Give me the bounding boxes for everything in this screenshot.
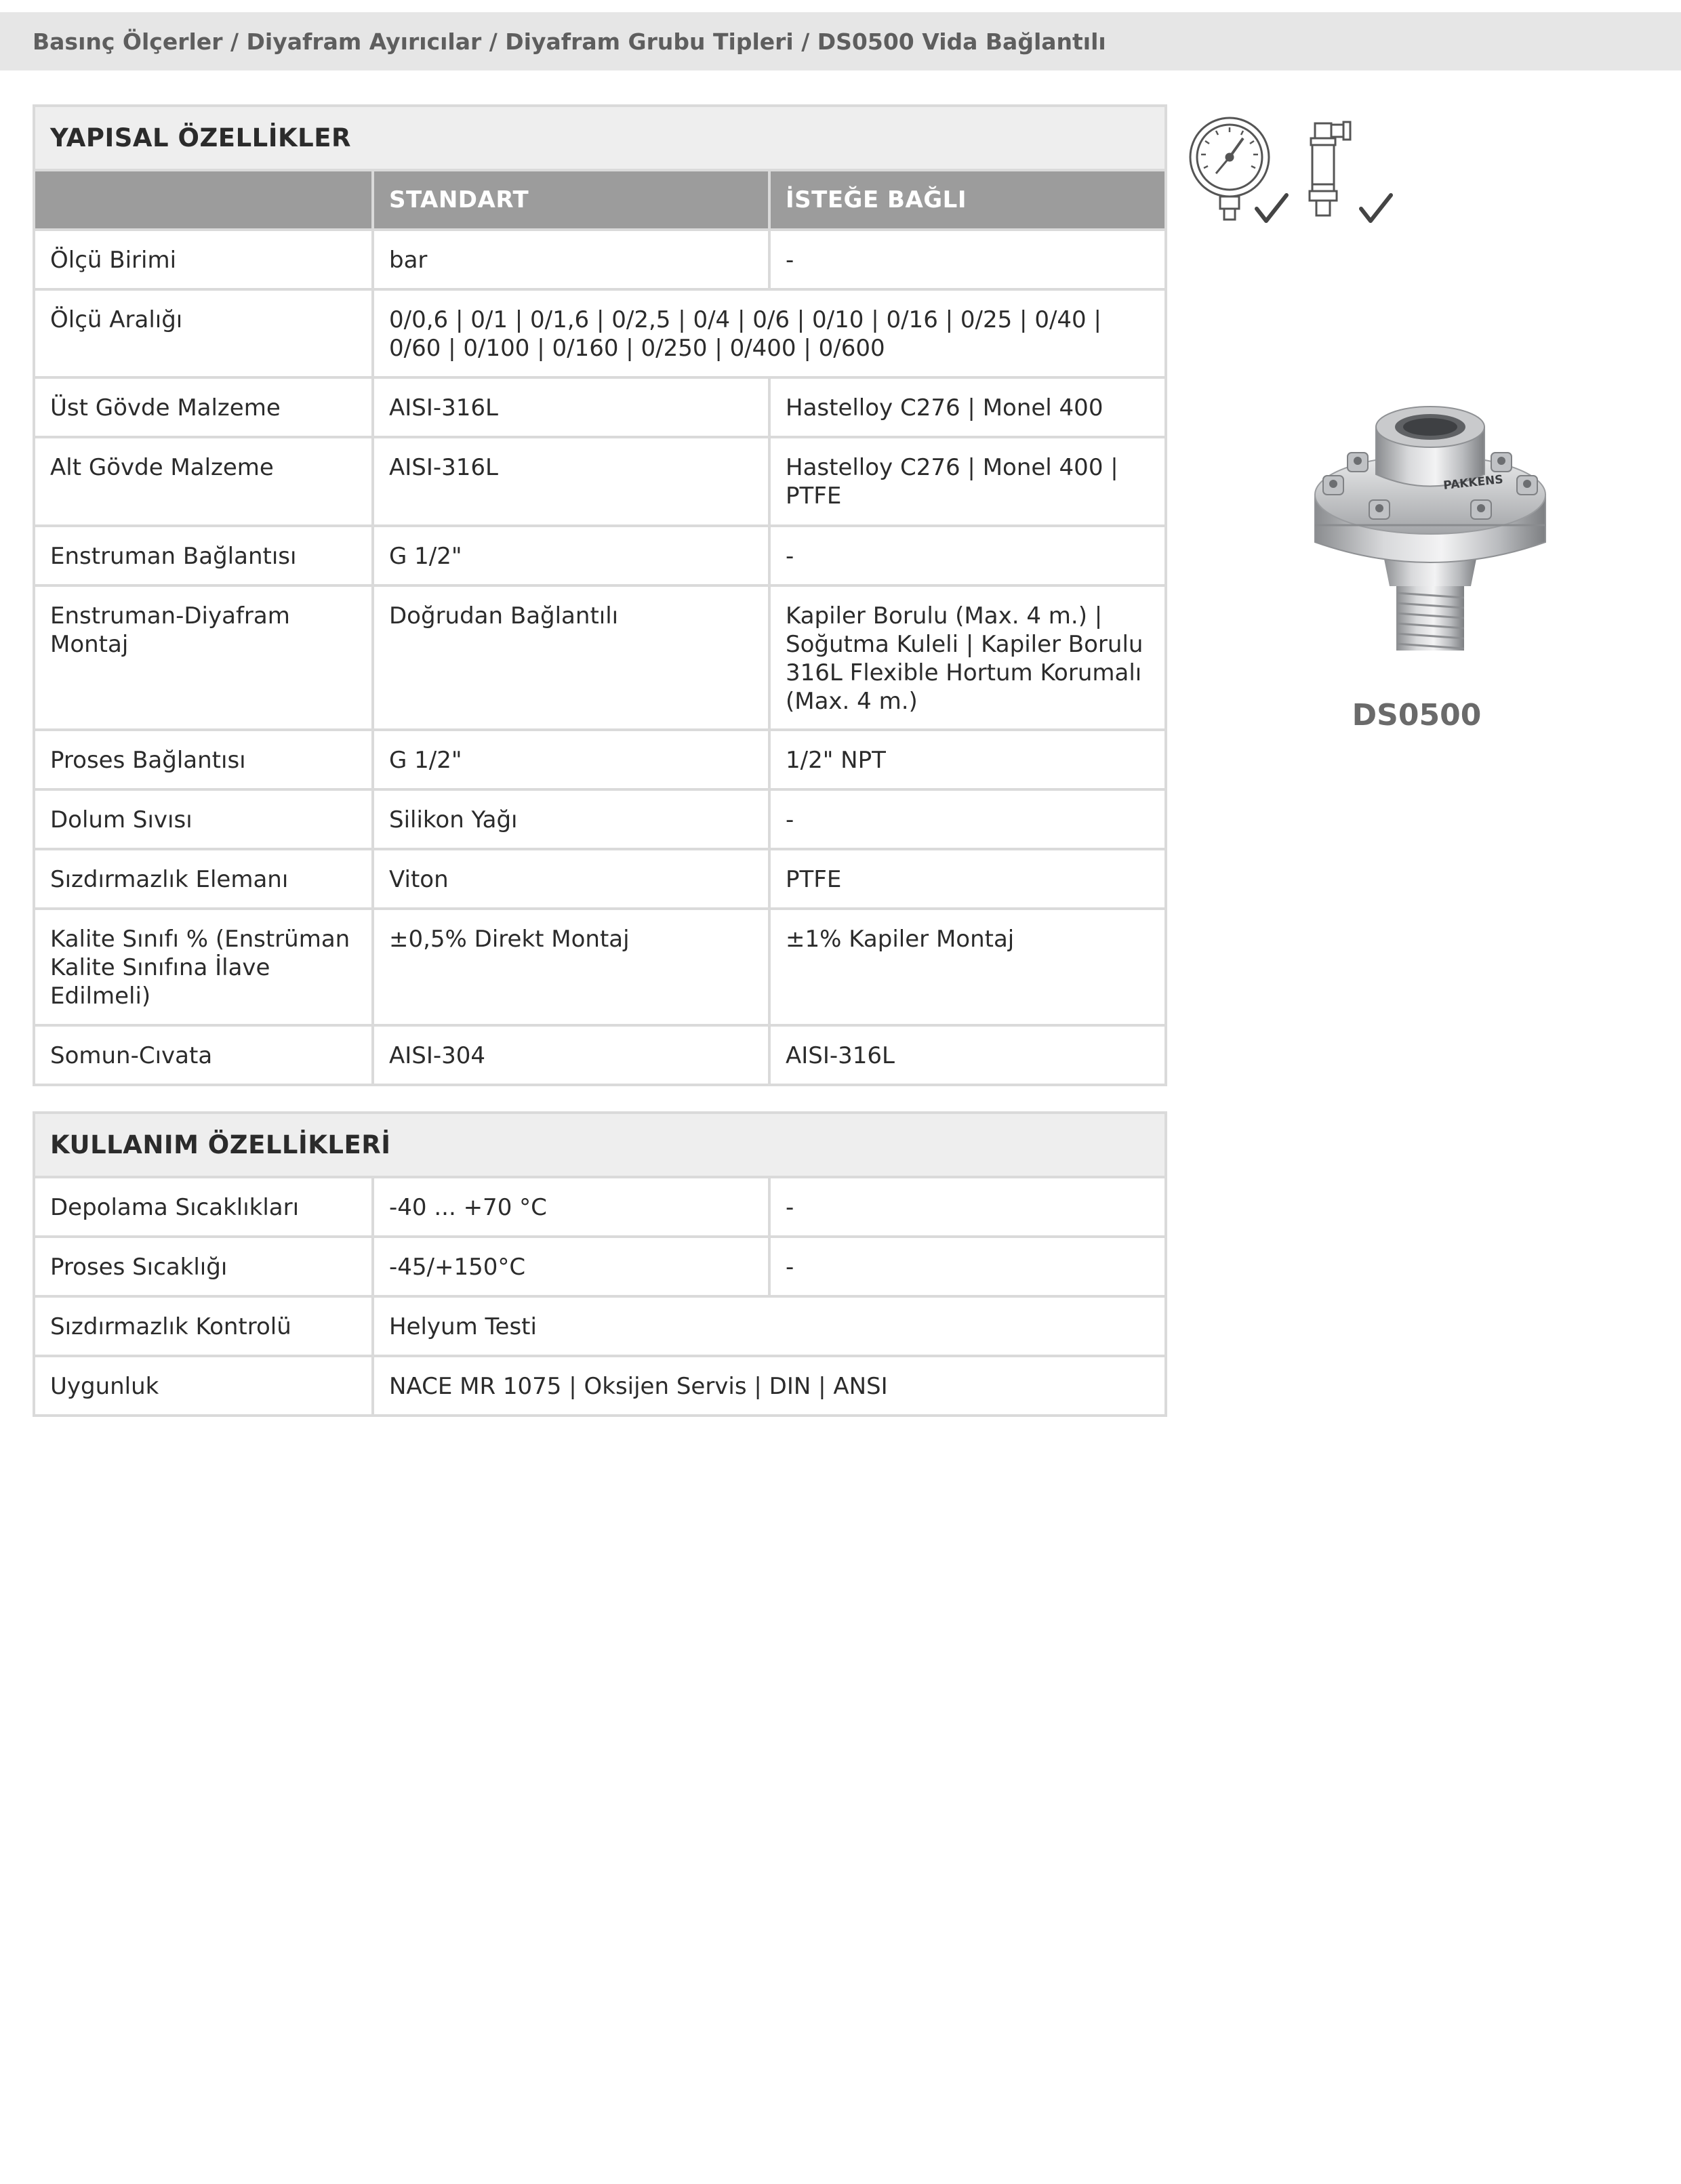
row-standard: Viton bbox=[373, 849, 769, 909]
table-row bbox=[34, 1296, 1166, 1356]
row-standard: Silikon Yağı bbox=[373, 789, 769, 849]
row-label: Dolum Sıvısı bbox=[34, 789, 373, 849]
row-optional: Hastelloy C276 | Monel 400 bbox=[769, 377, 1166, 437]
row-optional: - bbox=[769, 230, 1166, 289]
product-image bbox=[1274, 400, 1559, 671]
row-optional: Hastelloy C276 | Monel 400 | PTFE bbox=[769, 437, 1166, 526]
row-label: Depolama Sıcaklıkları bbox=[34, 1177, 373, 1237]
row-optional: - bbox=[769, 526, 1166, 585]
table-row bbox=[34, 377, 1166, 437]
row-standard: 0/0,6 | 0/1 | 0/1,6 | 0/2,5 | 0/4 | 0/6 | 0/10 | 0/16 | 0/25 | 0/40 | 0/60 | 0/100 | 0/160 | 0/250 | 0/400 | 0/600 bbox=[373, 289, 1166, 377]
row-standard: Helyum Testi bbox=[373, 1296, 1166, 1356]
row-label: Ölçü Birimi bbox=[34, 230, 373, 289]
header-optional: İSTEĞE BAĞLI bbox=[769, 170, 1166, 230]
pressure-transmitter-icon bbox=[1310, 122, 1350, 215]
product-label: DS0500 bbox=[1352, 698, 1482, 733]
row-standard: ±0,5% Direkt Montaj bbox=[373, 909, 769, 1025]
row-standard: -40 ... +70 °C bbox=[373, 1177, 769, 1237]
table-row bbox=[34, 849, 1166, 909]
row-label: Ölçü Aralığı bbox=[34, 289, 373, 377]
row-label: Somun-Cıvata bbox=[34, 1025, 373, 1085]
row-optional: ±1% Kapiler Montaj bbox=[769, 909, 1166, 1025]
table-header-row bbox=[34, 170, 1166, 230]
table-row bbox=[34, 1025, 1166, 1085]
row-optional: Kapiler Borulu (Max. 4 m.) | Soğutma Kuleli | Kapiler Borulu 316L Flexible Hortum Korumalı (Max. 4 m.) bbox=[769, 585, 1166, 730]
row-optional: - bbox=[769, 789, 1166, 849]
header-standard: STANDART bbox=[373, 170, 769, 230]
row-optional: - bbox=[769, 1177, 1166, 1237]
row-standard: AISI-304 bbox=[373, 1025, 769, 1085]
table-row bbox=[34, 909, 1166, 1025]
row-standard: Doğrudan Bağlantılı bbox=[373, 585, 769, 730]
row-standard: AISI-316L bbox=[373, 437, 769, 526]
row-label: Alt Gövde Malzeme bbox=[34, 437, 373, 526]
row-standard: G 1/2" bbox=[373, 526, 769, 585]
row-optional: PTFE bbox=[769, 849, 1166, 909]
row-label: Enstruman-Diyafram Montaj bbox=[34, 585, 373, 730]
checkmark-icon bbox=[1361, 195, 1391, 221]
row-standard: AISI-316L bbox=[373, 377, 769, 437]
product-brand-mark: PAKKENS bbox=[1442, 472, 1504, 493]
row-label: Proses Bağlantısı bbox=[34, 730, 373, 789]
row-label: Sızdırmazlık Kontrolü bbox=[34, 1296, 373, 1356]
row-label: Uygunluk bbox=[34, 1356, 373, 1416]
row-standard: NACE MR 1075 | Oksijen Servis | DIN | ANSI bbox=[373, 1356, 1166, 1416]
row-standard: G 1/2" bbox=[373, 730, 769, 789]
table-row bbox=[34, 230, 1166, 289]
row-standard: -45/+150°C bbox=[373, 1237, 769, 1296]
table-row bbox=[34, 1237, 1166, 1296]
row-optional: - bbox=[769, 1237, 1166, 1296]
table-row bbox=[34, 585, 1166, 730]
compatibility-icons bbox=[1186, 115, 1410, 237]
section-title: KULLANIM ÖZELLİKLERİ bbox=[34, 1113, 1166, 1177]
table-row bbox=[34, 789, 1166, 849]
row-optional: 1/2" NPT bbox=[769, 730, 1166, 789]
table-row bbox=[34, 437, 1166, 526]
table-row bbox=[34, 1177, 1166, 1237]
usage-properties-table bbox=[33, 1111, 1167, 1417]
row-label: Üst Gövde Malzeme bbox=[34, 377, 373, 437]
table-row bbox=[34, 289, 1166, 377]
structural-properties-table bbox=[33, 104, 1167, 1086]
row-label: Proses Sıcaklığı bbox=[34, 1237, 373, 1296]
row-optional: AISI-316L bbox=[769, 1025, 1166, 1085]
row-label: Sızdırmazlık Elemanı bbox=[34, 849, 373, 909]
table-row bbox=[34, 1356, 1166, 1416]
breadcrumb: Basınç Ölçerler / Diyafram Ayırıcılar / Diyafram Grubu Tipleri / DS0500 Vida Bağlantılı bbox=[0, 12, 1681, 70]
checkmark-icon bbox=[1257, 195, 1287, 221]
table-row bbox=[34, 730, 1166, 789]
section-title: YAPISAL ÖZELLİKLER bbox=[34, 106, 1166, 170]
row-standard: bar bbox=[373, 230, 769, 289]
pressure-gauge-icon bbox=[1190, 118, 1269, 220]
table-row bbox=[34, 526, 1166, 585]
header-cell-empty bbox=[34, 170, 373, 230]
row-label: Kalite Sınıfı % (Enstrüman Kalite Sınıfına İlave Edilmeli) bbox=[34, 909, 373, 1025]
row-label: Enstruman Bağlantısı bbox=[34, 526, 373, 585]
